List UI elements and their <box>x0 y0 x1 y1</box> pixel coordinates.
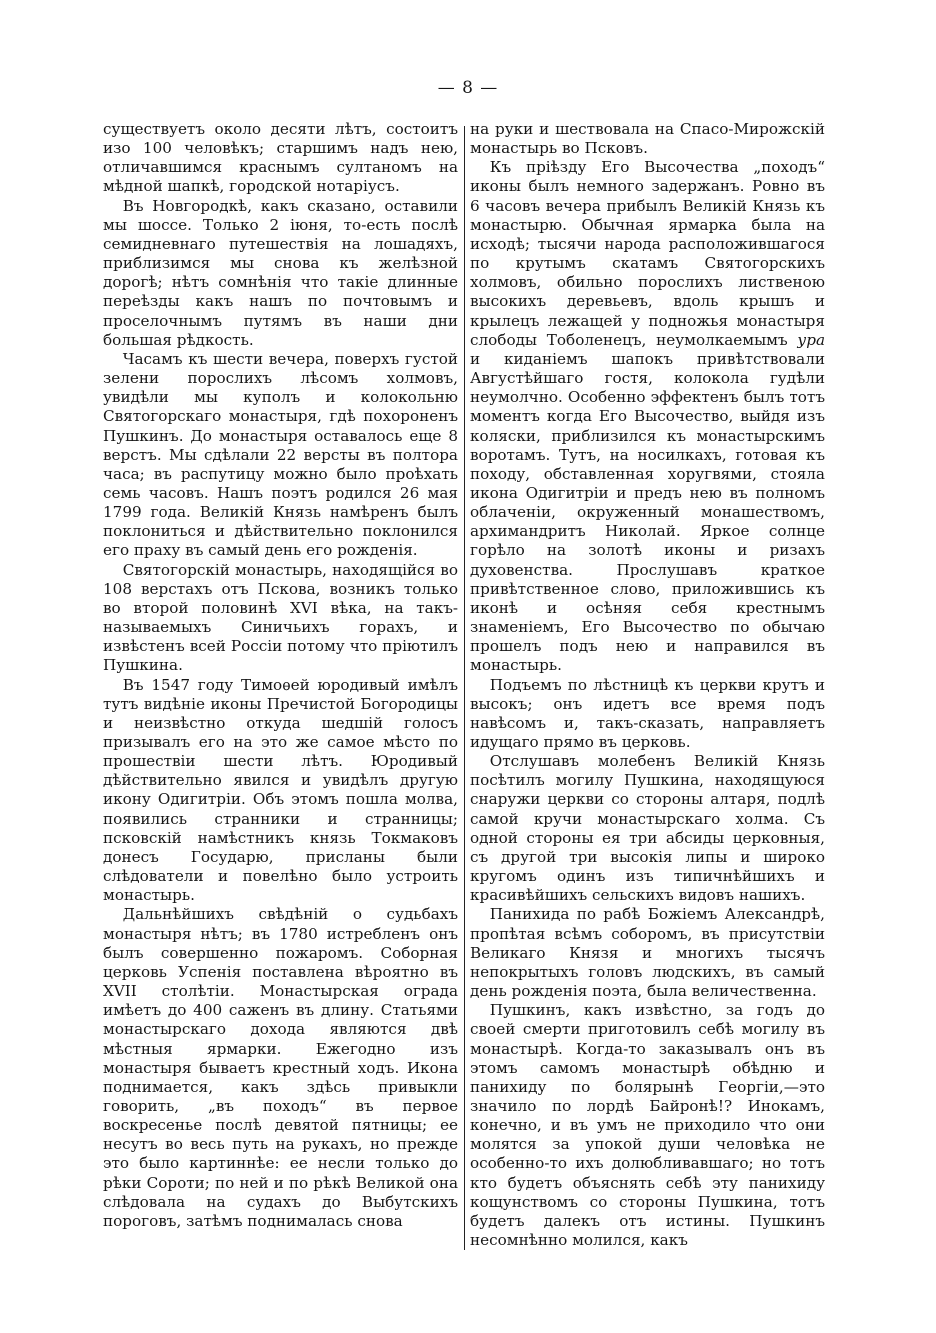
paragraph-text: и киданіемъ шапокъ привѣтствовали Августѣйшаго гостя, колокола гудѣли неумолчно. Особенно эффектенъ былъ тотъ моментъ когда Его Высочество, выйдя изъ коляски, приблизился къ монастырскимъ воротамъ. Тутъ, на носилкахъ, готовая къ походу, обставленная хоругвями, стояла икона Одигитріи и предъ нею въ полномъ облаченіи, окруженный монашествомъ, архимандритъ Николай. Яркое солнце горѣло на золотѣ иконы и ризахъ духовенства. Прослушавъ краткое привѣтственное слово, приложившись къ иконѣ и осѣняя себя крестнымъ знаменіемъ, Его Высочество по обычаю прошелъ подъ нею и направился въ монастырь. <box>470 349 825 675</box>
italic-word: ура <box>797 330 825 349</box>
paragraph: на руки и шествовала на Спасо-Мирожскій монастырь во Псковъ. <box>470 120 825 158</box>
page-number: — 8 — <box>437 78 499 98</box>
left-column <box>103 120 458 1231</box>
paragraph: Подъемъ по лѣстницѣ къ церкви крутъ и высокъ; онъ идетъ все время подъ навѣсомъ и, такъ-сказать, направляетъ идущаго прямо въ церковь. <box>470 675 825 751</box>
paragraph: Святогорскій монастырь, находящійся во 108 верстахъ отъ Пскова, возникъ только во второй половинѣ XVI вѣка, на такъ-называемыхъ Синичьихъ горахъ, и извѣстенъ всей Россіи потому что пріютилъ Пушкина. <box>103 560 458 675</box>
paragraph-text: Къ пріѣзду Его Высочества „походъ“ иконы былъ немного задержанъ. Ровно въ 6 часовъ вечера прибылъ Великій Князь къ монастырю. Обычная ярмарка была на исходѣ; тысячи народа расположившагося по крутымъ скатамъ Святогорскихъ холмовъ, обильно порослихъ лиственою высокихъ деревьевъ, вдоль крышъ и крылецъ лежащей у подножья монастыря слободы Тоболенецъ, неумолкаемымъ <box>470 158 825 349</box>
column-divider <box>464 126 465 1250</box>
paragraph: Часамъ къ шести вечера, поверхъ густой зелени порослихъ лѣсомъ холмовъ, увидѣли мы куполъ и колокольню Святогорскаго монастыря, гдѣ похороненъ Пушкинъ. До монастыря оставалось еще 8 верстъ. Мы сдѣлали 22 версты въ полтора часа; въ распутицу можно было проѣхать семь часовъ. Нашъ поэтъ родился 26 мая 1799 года. Великій Князь намѣренъ былъ поклониться и дѣйствительно поклонился его праху въ самый день его рожденія. <box>103 349 458 560</box>
paragraph: Пушкинъ, какъ извѣстно, за годъ до своей смерти приготовилъ себѣ могилу въ монастырѣ. Когда-то заказывалъ онъ въ этомъ самомъ монастырѣ обѣдню и панихиду по болярынѣ Георгіи,—это значило по лордѣ Байронѣ!? Инокамъ, конечно, и въ умъ не приходило что они молятся за упокой души человѣка не особенно-то ихъ долюбливавшаго; но тотъ кто будетъ объяснять себѣ эту панихиду кощунствомъ со стороны Пушкина, тотъ будетъ далекъ отъ истины. Пушкинъ несомнѣнно молился, какъ <box>470 1001 825 1250</box>
paragraph <box>470 158 825 675</box>
paragraph: существуетъ около десяти лѣтъ, состоитъ изо 100 человѣкъ; старшимъ надъ нею, отличавшимся краснымъ султаномъ на мѣдной шапкѣ, городской нотаріусъ. <box>103 120 458 196</box>
paragraph: Въ 1547 году Тимоѳей юродивый имѣлъ тутъ видѣніе иконы Пречистой Богородицы и неизвѣстно откуда шедшій голосъ призывалъ его на это же самое мѣсто по прошествіи шести лѣтъ. Юродивый дѣйствительно явился и увидѣлъ другую икону Одигитріи. Объ этомъ пошла молва, появились странники и странницы; псковскій намѣстникъ князь Токмаковъ донесъ Государю, присланы были слѣдователи и повелѣно было устроить монастырь. <box>103 675 458 905</box>
paragraph: Отслушавъ молебенъ Великій Князь посѣтилъ могилу Пушкина, находящуюся снаружи церкви со стороны алтаря, подлѣ самой кручи монастырскаго холма. Съ одной стороны ея три абсиды церковныя, съ другой три высокія липы и широко кругомъ одинъ изъ типичнѣйшихъ и красивѣйшихъ сельскихъ видовъ нашихъ. <box>470 752 825 905</box>
paragraph: Панихида по рабѣ Божіемъ Александрѣ, пропѣтая всѣмъ соборомъ, въ присутствіи Великаго Князя и многихъ тысячъ непокрытыхъ головъ людскихъ, въ самый день рожденія поэта, была величественна. <box>470 905 825 1001</box>
paragraph: Дальнѣйшихъ свѣдѣній о судьбахъ монастыря нѣтъ; въ 1780 истребленъ онъ былъ совершенно пожаромъ. Соборная церковь Успенія поставлена вѣроятно въ XVII столѣтіи. Монастырская ограда имѣетъ до 400 саженъ въ длину. Статьями монастырскаго дохода являются двѣ мѣстныя ярмарки. Ежегодно изъ монастыря бываетъ крестный ходъ. Икона поднимается, какъ здѣсь привыкли говорить, „въ походъ“ въ первое воскресенье послѣ девятой пятницы; ее несутъ во весь путь на рукахъ, но прежде это было картиннѣе: ее несли только до рѣки Сороти; по ней и по рѣкѣ Великой она слѣдовала на судахъ до Выбутскихъ пороговъ, затѣмъ поднималась снова <box>103 905 458 1230</box>
right-column <box>470 120 825 1250</box>
paragraph: Въ Новгородкѣ, какъ сказано, оставили мы шоссе. Только 2 іюня, то-есть послѣ семидневнаго путешествія на лошадяхъ, приблизимся мы снова къ желѣзной дорогѣ; нѣтъ сомнѣнія что такіе длинные переѣзды какъ нашъ по почтовымъ и проселочнымъ путямъ въ наши дни большая рѣдкость. <box>103 196 458 349</box>
